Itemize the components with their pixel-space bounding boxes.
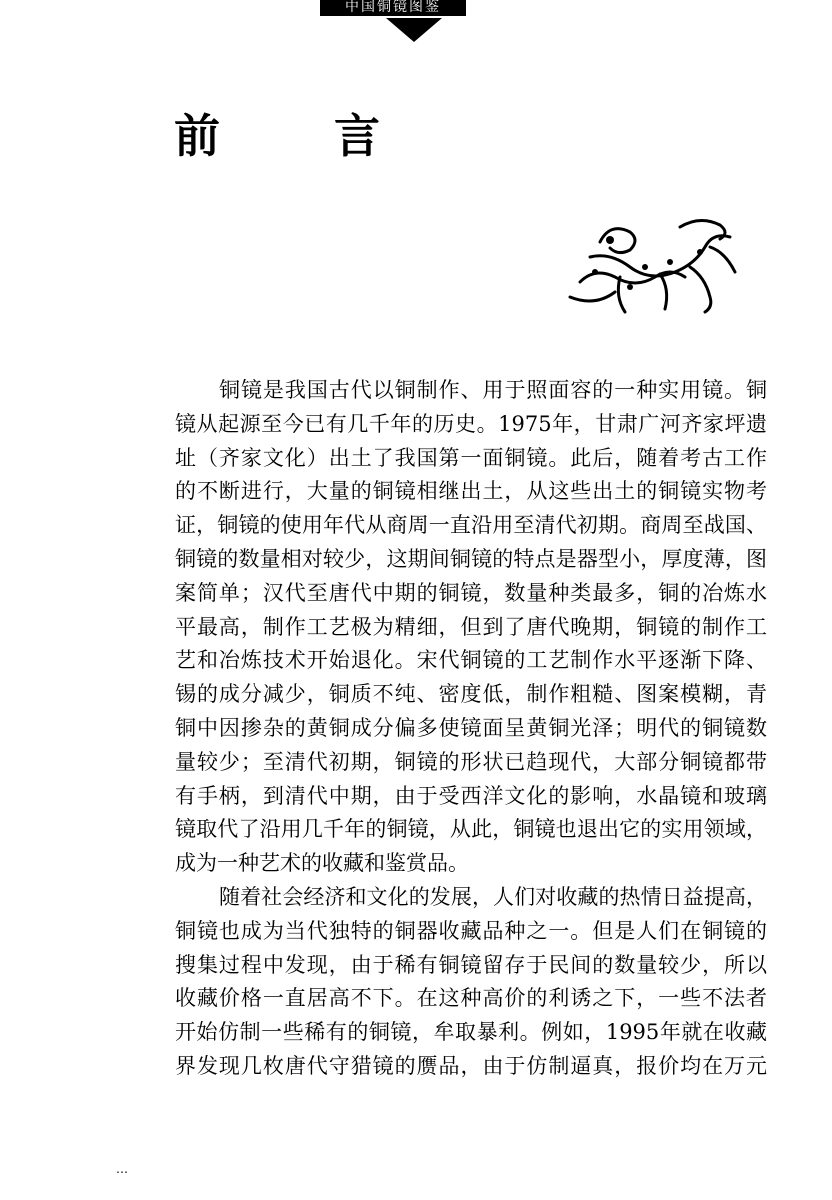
text-line: 开始仿制一些稀有的铜镜，牟取暴利。例如，1995年就在收藏	[175, 1020, 767, 1045]
text-line: 收藏价格一直居高不下。在这种高价的利诱之下，一些不法者	[175, 986, 767, 1011]
text-line: 锡的成分减少，铜质不纯、密度低，制作粗糙、图案模糊，青	[175, 682, 767, 707]
text-line: 量较少；至清代初期，铜镜的形状已趋现代，大部分铜镜都带	[175, 749, 767, 774]
text-line: 有手柄，到清代中期，由于受西洋文化的影响，水晶镜和玻璃	[175, 783, 767, 808]
paragraph-2	[175, 881, 767, 1084]
text-line: 艺和冶炼技术开始退化。宋代铜镜的工艺制作水平逐渐下降、	[175, 648, 767, 673]
beast-ornament-icon	[560, 212, 740, 322]
text-line: 案简单；汉代至唐代中期的铜镜，数量种类最多，铜的冶炼水	[175, 580, 767, 605]
text-line: 铜中因掺杂的黄铜成分偏多使镜面呈黄铜光泽；明代的铜镜数	[175, 715, 767, 740]
page-folio: …	[116, 1162, 128, 1176]
text-line: 界发现几枚唐代守猎镜的赝品，由于仿制逼真，报价均在万元	[175, 1053, 767, 1078]
text-line: 证，铜镜的使用年代从商周一直沿用至清代初期。商周至战国、	[175, 513, 767, 538]
text-line: 的不断进行，大量的铜镜相继出土，从这些出土的铜镜实物考	[175, 479, 767, 504]
text-line: 铜镜是我国古代以铜制作、用于照面容的一种实用镜。铜	[219, 378, 767, 402]
text-line: 成为一种艺术的收藏和鉴赏品。	[175, 851, 469, 876]
paragraph-1	[175, 374, 767, 881]
text-line: 镜取代了沿用几千年的铜镜，从此，铜镜也退出它的实用领域，	[175, 817, 767, 842]
text-line: 搜集过程中发现，由于稀有铜镜留存于民间的数量较少，所以	[175, 952, 767, 977]
page-title: 前 言	[174, 109, 414, 163]
preface-body	[175, 374, 767, 1084]
text-line: 铜镜也成为当代独特的铜器收藏品种之一。但是人们在铜镜的	[175, 918, 767, 943]
text-line: 镜从起源至今已有几千年的历史。1975年，甘肃广河齐家坪遗	[175, 411, 767, 436]
text-line: 平最高，制作工艺极为精细，但到了唐代晚期，铜镜的制作工	[175, 614, 767, 639]
running-header: 中国铜镜图鉴	[320, 0, 466, 16]
header-arrow-icon	[386, 18, 442, 42]
text-line: 址（齐家文化）出土了我国第一面铜镜。此后，随着考古工作	[175, 445, 767, 470]
text-line: 铜镜的数量相对较少，这期间铜镜的特点是器型小，厚度薄，图	[175, 546, 767, 571]
text-line: 随着社会经济和文化的发展，人们对收藏的热情日益提高，	[219, 884, 767, 909]
